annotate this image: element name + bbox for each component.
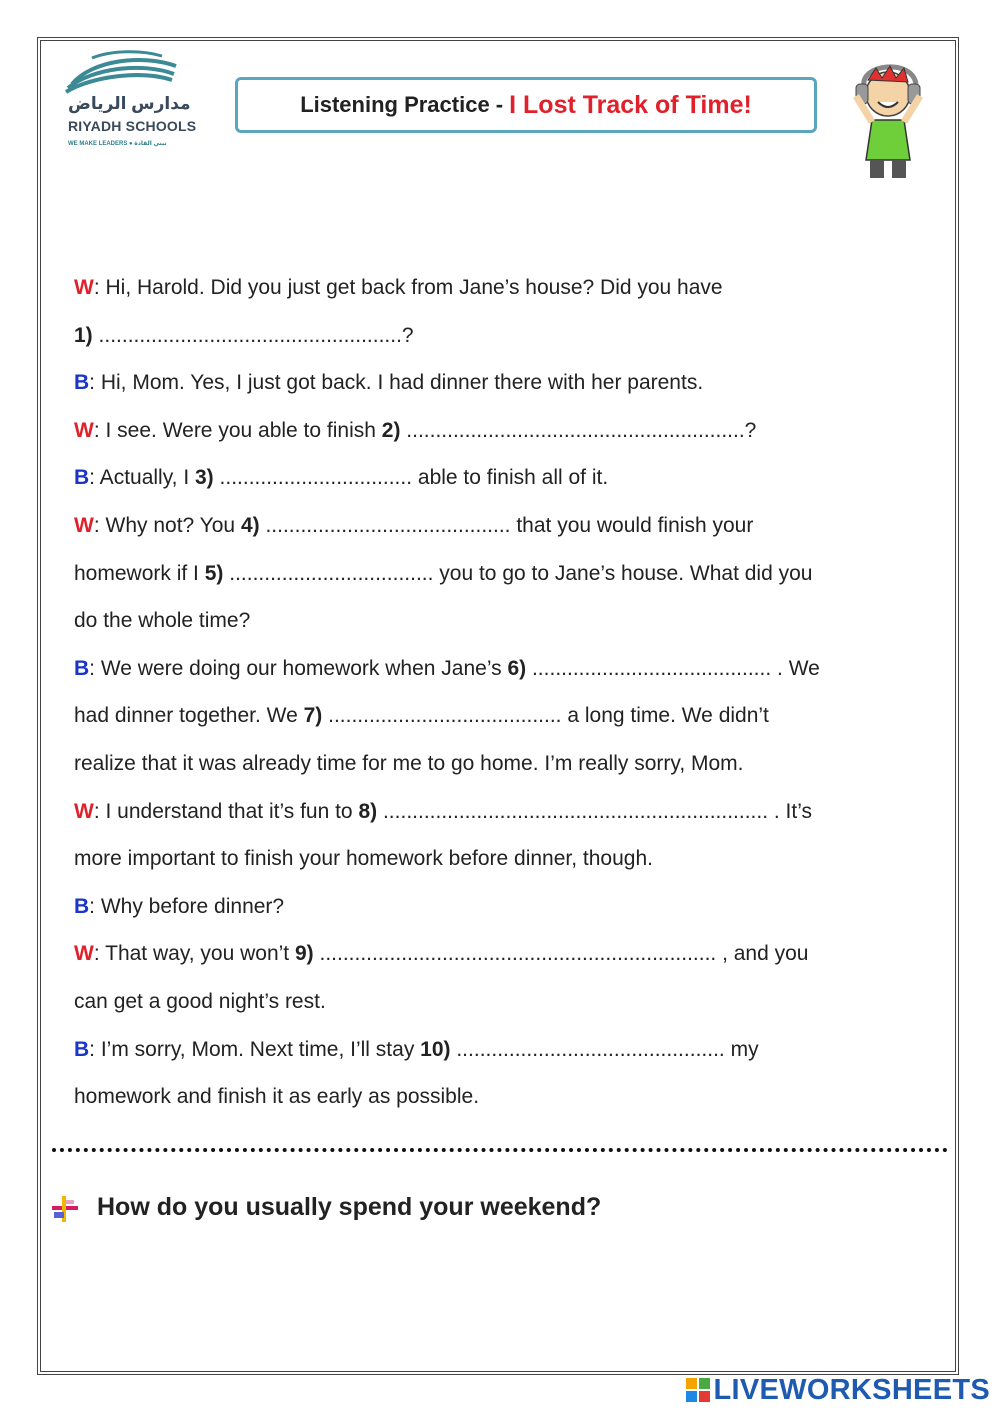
dialogue-text: : I’m sorry, Mom. Next time, I’ll stay bbox=[89, 1037, 421, 1061]
dialogue-line bbox=[74, 264, 934, 312]
answer-blank[interactable]: ....................................................? bbox=[92, 323, 414, 347]
dialogue-text: do the whole time? bbox=[74, 609, 251, 633]
answer-blank[interactable]: ................................. able to finish all of it. bbox=[213, 466, 609, 490]
headphone-boy-illustration bbox=[842, 56, 934, 182]
speaker-label: B bbox=[74, 1037, 90, 1061]
dialogue-line bbox=[74, 740, 934, 788]
speaker-label: W bbox=[74, 942, 94, 966]
dialogue-text: realize that it was already time for me to go home. I’m really sorry, Mom. bbox=[74, 751, 744, 775]
blank-number: 7) bbox=[303, 704, 323, 728]
dialogue-line bbox=[74, 1026, 934, 1074]
answer-blank[interactable]: .............................................. my bbox=[450, 1037, 759, 1061]
dialogue-line bbox=[74, 835, 934, 883]
speaker-label: B bbox=[74, 656, 90, 680]
speaker-label: W bbox=[74, 513, 94, 537]
title-prefix: Listening Practice - bbox=[300, 92, 504, 117]
answer-blank[interactable]: .................................................................. . It’s bbox=[377, 799, 813, 823]
blank-number: 8) bbox=[358, 799, 378, 823]
dialogue-text: : Actually, I bbox=[89, 466, 195, 490]
dialogue-line bbox=[74, 407, 934, 455]
speaker-label: W bbox=[74, 799, 94, 823]
speaker-label: B bbox=[74, 371, 90, 395]
dialogue-text: : Why before dinner? bbox=[89, 894, 285, 918]
dialogue-text: had dinner together. We bbox=[74, 704, 304, 728]
footer-brand bbox=[686, 1373, 991, 1407]
logo-tagline: WE MAKE LEADERS ● نبني القادة bbox=[68, 141, 167, 147]
logo-swoosh-icon bbox=[62, 50, 182, 96]
dialogue-line bbox=[74, 454, 934, 502]
dialogue-line bbox=[74, 597, 934, 645]
dialogue-line bbox=[74, 1073, 934, 1121]
dialogue-text: can get a good night’s rest. bbox=[74, 989, 326, 1013]
dialogue-line bbox=[74, 883, 934, 931]
answer-blank[interactable]: .......................................... that you would finish your bbox=[259, 513, 754, 537]
speaker-label: B bbox=[74, 894, 90, 918]
blank-number: 4) bbox=[240, 513, 260, 537]
logo-arabic-text: مدارس الرياض bbox=[68, 94, 191, 113]
speaker-label: W bbox=[74, 418, 94, 442]
blank-number: 1) bbox=[74, 323, 93, 347]
riyadh-schools-logo bbox=[62, 50, 202, 160]
speaker-label: B bbox=[74, 466, 90, 490]
dialogue bbox=[74, 264, 934, 1121]
answer-blank[interactable]: ..........................................................? bbox=[400, 418, 757, 442]
dialogue-line bbox=[74, 788, 934, 836]
dialogue-text: : That way, you won’t bbox=[93, 942, 295, 966]
dialogue-line bbox=[74, 978, 934, 1026]
dialogue-line bbox=[74, 692, 934, 740]
answer-blank[interactable]: ......................................... . We bbox=[526, 656, 820, 680]
blank-number: 5) bbox=[204, 561, 224, 585]
dialogue-line bbox=[74, 502, 934, 550]
dialogue-line bbox=[74, 359, 934, 407]
dialogue-line bbox=[74, 645, 934, 693]
blank-number: 10) bbox=[420, 1037, 451, 1061]
blank-number: 2) bbox=[381, 418, 401, 442]
blank-number: 6) bbox=[507, 656, 527, 680]
logo-english-text: RIYADH SCHOOLS bbox=[68, 118, 197, 134]
dialogue-text: homework and finish it as early as possible. bbox=[74, 1085, 480, 1109]
footer-brand-text: LIVEWORKSHEETS bbox=[713, 1373, 990, 1406]
answer-blank[interactable]: ................................... you to go to Jane’s house. What did you bbox=[223, 561, 813, 585]
dialogue-text: : Hi, Mom. Yes, I just got back. I had dinner there with her parents. bbox=[89, 371, 704, 395]
answer-blank[interactable]: ........................................ a long time. We didn’t bbox=[322, 704, 769, 728]
dialogue-line bbox=[74, 312, 934, 360]
dialogue-text: : Hi, Harold. Did you just get back from Jane’s house? Did you have bbox=[93, 276, 723, 299]
title-box bbox=[235, 77, 817, 133]
dialogue-text: : I understand that it’s fun to bbox=[93, 799, 359, 823]
answer-blank[interactable]: .................................................................... , and you bbox=[313, 942, 809, 966]
dialogue-line bbox=[74, 550, 934, 598]
liveworksheets-logo-icon bbox=[686, 1378, 710, 1402]
blank-number: 9) bbox=[294, 942, 314, 966]
speaker-label: W bbox=[74, 276, 94, 299]
blank-number: 3) bbox=[195, 466, 214, 490]
weekend-question: How do you usually spend your weekend? bbox=[97, 1193, 602, 1221]
dialogue-line bbox=[74, 930, 934, 978]
dialogue-text: : We were doing our homework when Jane’s bbox=[89, 656, 508, 680]
bullet-cross-icon bbox=[50, 1194, 80, 1224]
dialogue-text: homework if I bbox=[74, 561, 205, 585]
dialogue-text: more important to finish your homework before dinner, though. bbox=[74, 847, 653, 871]
dialogue-text: : I see. Were you able to finish bbox=[93, 418, 382, 442]
dialogue-text: : Why not? You bbox=[93, 513, 241, 537]
section-divider bbox=[52, 1148, 948, 1152]
title-highlight: I Lost Track of Time! bbox=[509, 90, 752, 119]
